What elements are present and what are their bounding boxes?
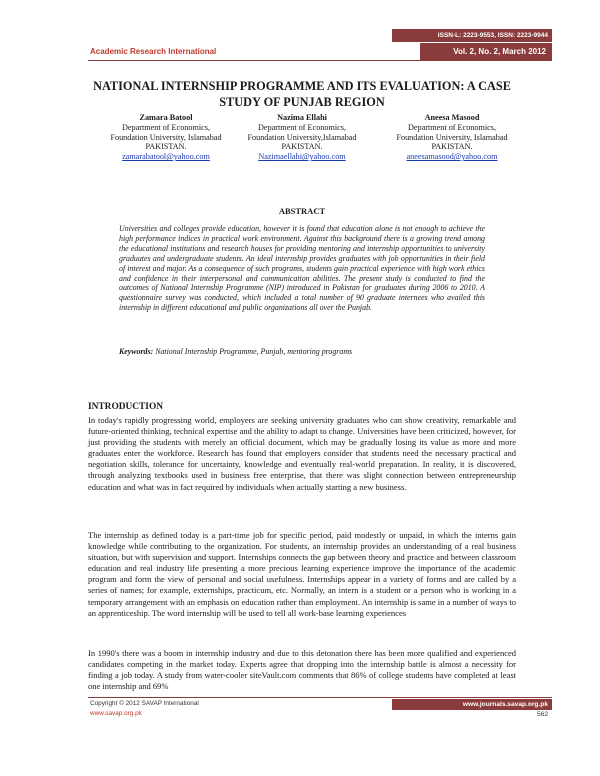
header-issue: Vol. 2, No. 2, March 2012 (420, 43, 552, 60)
paper-title: NATIONAL INTERNSHIP PROGRAMME AND ITS EVALUATION: A CASE STUDY OF PUNJAB REGION (93, 79, 511, 109)
footer-copyright: Copyright © 2012 SAVAP International (90, 700, 199, 707)
author-country: PAKISTAN. (281, 142, 323, 152)
author-email-link[interactable]: aneesamasood@yahoo.com (406, 152, 498, 162)
footer-site-link[interactable]: www.savap.org.pk (90, 710, 142, 717)
keywords-text: National Internship Programme, Punjab, mentoring programs (155, 347, 353, 356)
intro-heading: INTRODUCTION (88, 402, 164, 412)
author-email-link[interactable]: Nazimaellahi@yahoo.com (258, 152, 346, 162)
author-dept: Department of Economics, (122, 122, 210, 132)
header-issn: ISSN-L: 2223-9553, ISSN: 2223-9944 (437, 32, 548, 39)
keywords-label: Keywords: (119, 347, 154, 356)
author-country: PAKISTAN. (431, 142, 473, 152)
author-univ: Foundation University,Islamabad (247, 132, 357, 142)
intro-paragraph-2: The internship as defined today is a part-time job for specific period, paid modestly or unpaid, in which the interns gain knowledge while contributing to the organization. For students, an internship provides an understanding of a real business situation, but with supervision and support. Internships connects the gap between theory and practice and between classroom education and real industry life presenting a more precious learning experience improve the importance of the academic program and form the view of personal and social usefulness. Internships appear in a variety of forms and are called by a series of names; for example, externships, practicum, etc. Normally, an intern is a student or a person who is working in a temporary arrangement with an emphasis on education rather than employment. An internship is same in a number of ways to an apprenticeship. The word internship will be used to tell all work-base learning experiences (88, 530, 516, 618)
author-univ: Foundation University, Islamabad (396, 132, 508, 142)
author-country: PAKISTAN. (145, 142, 187, 152)
author-block (376, 113, 528, 162)
page-number: 562 (536, 711, 548, 718)
author-dept: Department of Economics, (408, 122, 496, 132)
author-block (226, 113, 378, 162)
header-journal-name: Academic Research International (90, 47, 217, 56)
header-rule (88, 60, 552, 61)
intro-paragraph-3: In 1990's there was a boom in internship industry and due to this detonation there has been more qualified and experienced candidates competing in the market today. Experts agree that dropping into the internship battle is almost a necessity for finding a job today. A study from water-cooler siteVault.com comments that 86% of college students have completed at least one internship and 69% (88, 648, 516, 692)
author-name: Aneesa Masood (424, 113, 480, 122)
author-block (90, 113, 242, 162)
abstract-heading: ABSTRACT (278, 206, 326, 216)
author-email-link[interactable]: zamarabatool@yahoo.com (122, 152, 210, 162)
author-univ: Foundation University, Islamabad (110, 132, 222, 142)
keywords-line (119, 347, 485, 356)
abstract-body: Universities and colleges provide education, however it is found that education alone is not enough to achieve the high performance indices in practical work environment. Against this background there is a growing trend among the educational institutions and research houses for providing mentoring and internship opportunities to university graduates and undergraduate students. An ideal internship provides graduates with job opportunities in their field of interest and major. As a consequence of such programs, students gain practical experience with high work ethics and confidence in their interpersonal and communication abilities. The present study is conducted to find the outcomes of National Internship Programme (NIP) introduced in Pakistan for graduates during 2006 to 2010. A questionnaire survey was conducted, which included a total number of 90 graduate internees who availed this internship in different educational and public organizations all over the Punjab. (119, 224, 485, 313)
author-name: Nazima Ellahi (277, 113, 327, 122)
author-dept: Department of Economics, (258, 122, 346, 132)
footer-rule (88, 697, 552, 698)
footer-journal-link[interactable]: www.journals.savap.org.pk (392, 699, 552, 710)
intro-paragraph-1: In today's rapidly progressing world, employers are seeking university graduates who can show creativity, remarkable and future-oriented thinking, technical expertise and the ability to adapt to change. Universities have been criticized, however, for just providing the students with merely an official document, which may be gradually losing its value as more and more graduates enter the workforce. Research has found that employers consider that students need the necessary practical and negotiation skills, tolerance for uncertainty, knowledge and eventually real-world preparation. In reality, it is discovered, through analyzing textbooks used in business free enterprise, that there was slight connection between entrepreneurship education and what was in fact required by individuals when actually starting a new business. (88, 415, 516, 492)
author-name: Zamara Batool (139, 113, 193, 122)
